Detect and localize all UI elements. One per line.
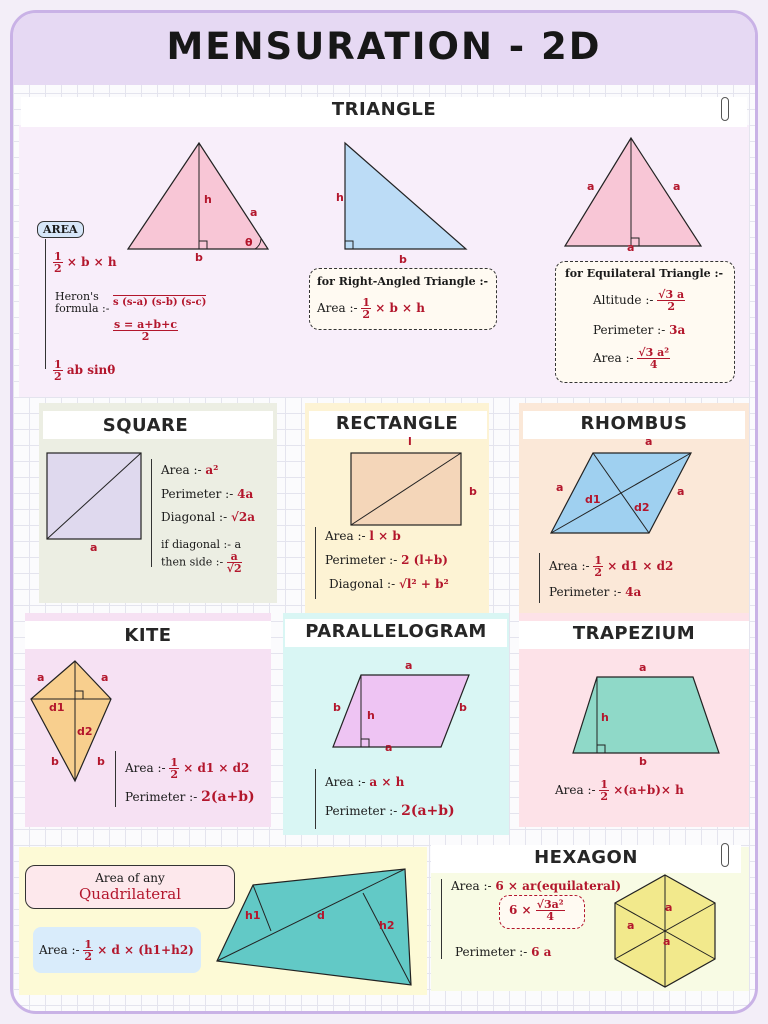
rectangle-perimeter: Perimeter :- 2 (l+b) [325,553,448,567]
rectangle-diagonal: Diagonal :- √l² + b² [329,577,449,591]
hex-a-left: a [627,919,635,932]
rhombus-perimeter: Perimeter :- 4a [549,585,642,599]
equi-a-right-label: a [673,180,681,193]
equi-a-bottom-label: a [627,241,635,254]
kite-perimeter: Perimeter :- 2(a+b) [125,789,255,805]
equi-a-left-label: a [587,180,595,193]
square-side-label: a [90,541,98,554]
kite-b-right: b [97,755,105,768]
section-title-parallelogram: PARALLELOGRAM [305,621,487,642]
tri-theta-label: θ [245,236,253,249]
parallelogram-area: Area :- a × h [325,775,405,789]
hexagon-area: Area :- 6 × ar(equilateral) [451,879,622,893]
para-a-top: a [405,659,413,672]
para-a-bottom: a [385,741,393,754]
para-b-left: b [333,701,341,714]
section-title-rhombus: RHOMBUS [580,413,688,434]
quad-h2-label: h2 [379,919,395,932]
parallelogram-perimeter: Perimeter :- 2(a+b) [325,803,455,819]
square-diagonal: Diagonal :- √2a [161,510,255,524]
kite-d1-label: d1 [49,701,65,714]
quad-d-label: d [317,909,325,922]
hex-a-top: a [665,901,673,914]
section-title-hexagon: HEXAGON [534,847,638,868]
right-tri-b-label: b [399,253,407,266]
square-perimeter: Perimeter :- 4a [161,487,254,501]
right-triangle-title: for Right-Angled Triangle :- [317,275,489,288]
para-b-right: b [459,701,467,714]
rhombus-area: Area :- $\frac{1}{2}$ × d1 × d2 [549,554,674,579]
kite-a-right: a [101,671,109,684]
kite-b-left: b [51,755,59,768]
square-area: Area :- a² [161,463,219,477]
page-title: MENSURATION - 2D [166,25,602,68]
quad-h1-label: h1 [245,909,261,922]
s-definition: $\frac{s = a+b+c}{2}$ [114,318,178,343]
hexagon-area-calc: 6 × $\frac{\text{√3a²}}{4}$ [509,898,564,923]
area-tag: AREA [37,221,84,238]
tri-a-label: a [250,206,258,219]
hexagon-figure [13,13,758,1014]
heron-expression: s (s-a) (s-b) (s-c) [113,297,207,308]
kite-a-left: a [37,671,45,684]
trap-a-label: a [639,661,647,674]
rhombus-a-top: a [645,435,653,448]
equilateral-altitude: Altitude :- $\frac{√3 a}{2}$ [593,288,685,313]
section-title-kite: KITE [124,625,172,646]
right-tri-h-label: h [336,191,344,204]
area-formula-half-bh: $\frac{1}{2}$ × b × h [54,250,117,275]
quadrilateral-area: Area :- $\frac{1}{2}$ × d × (h1+h2) [33,927,201,973]
square-side-from-diagonal: if diagonal :- a then side :- $\frac{a}{√2}$ [161,538,242,575]
rectangle-l-label: l [408,435,412,448]
section-title-triangle: TRIANGLE [331,99,437,120]
hexagon-perimeter: Perimeter :- 6 a [455,945,552,959]
kite-d2-label: d2 [77,725,93,738]
poster [10,10,758,1014]
rhombus-a-left: a [556,481,564,494]
tri-h-label: h [204,193,212,206]
rhombus-d2-label: d2 [634,501,650,514]
equilateral-title: for Equilateral Triangle :- [565,267,724,280]
trapezium-area: Area :- $\frac{1}{2}$ ×(a+b)× h [555,778,684,803]
trap-h-label: h [601,711,609,724]
rhombus-d1-label: d1 [585,493,601,506]
right-triangle-area: Area :- $\frac{1}{2}$ × b × h [317,296,426,321]
area-formula-sine: $\frac{1}{2}$ ab sinθ [54,358,116,383]
section-title-square: SQUARE [102,415,189,436]
equilateral-area: Area :- $\frac{\text{√3 a²}}{4}$ [593,346,670,371]
rectangle-area: Area :- l × b [325,529,401,543]
rhombus-a-right: a [677,485,685,498]
hex-a-mid: a [663,935,671,948]
quadrilateral-title: Area of any Quadrilateral [25,865,235,909]
kite-area: Area :- $\frac{1}{2}$ × d1 × d2 [125,756,250,781]
section-title-rectangle: RECTANGLE [335,413,459,434]
para-h-label: h [367,709,375,722]
trap-b-label: b [639,755,647,768]
heron-label: Heron's formula :- [55,290,110,315]
equilateral-perimeter: Perimeter :- 3a [593,323,686,337]
section-title-trapezium: TRAPEZIUM [572,623,696,644]
rectangle-b-label: b [469,485,477,498]
tri-b-label: b [195,251,203,264]
